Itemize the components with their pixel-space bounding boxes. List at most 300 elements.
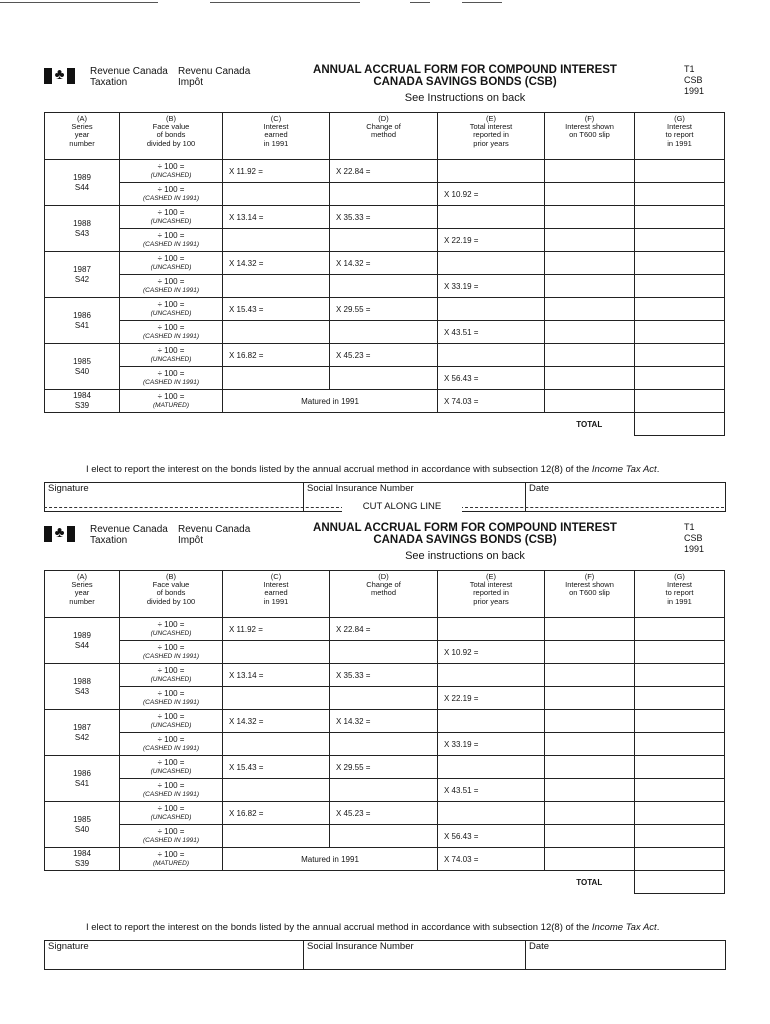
face-value-cashed-cell[interactable] <box>120 687 223 710</box>
interest-to-report-cell[interactable] <box>635 321 725 344</box>
prior-years-cell[interactable]: X 33.19 = <box>438 733 545 756</box>
interest-earned-cell[interactable] <box>223 229 330 252</box>
interest-to-report-cell[interactable] <box>635 160 725 183</box>
prior-years-cell[interactable]: X 22.19 = <box>438 687 545 710</box>
series-year-cell <box>45 344 120 390</box>
column-letter: (B) <box>166 114 176 123</box>
interest-to-report-cell[interactable] <box>635 275 725 298</box>
column-header-line: earned <box>264 588 288 598</box>
matured-note-cell: Matured in 1991 <box>223 390 438 413</box>
t600-interest-cell[interactable] <box>545 618 635 641</box>
scan-edge-line <box>410 2 430 3</box>
interest-to-report-cell[interactable] <box>635 206 725 229</box>
change-of-method-cell[interactable] <box>330 641 438 664</box>
change-of-method-cell[interactable] <box>330 367 438 390</box>
change-of-method-cell[interactable]: X 35.33 = <box>330 664 438 687</box>
series-year-cell <box>45 664 120 710</box>
prior-years-cell[interactable]: X 22.19 = <box>438 229 545 252</box>
divide-label: ÷ 100 = <box>157 277 185 286</box>
face-value-cashed-cell[interactable] <box>120 779 223 802</box>
column-header-line: in 1991 <box>263 138 289 148</box>
prior-years-cell[interactable] <box>438 802 545 825</box>
change-of-method-cell[interactable]: X 45.23 = <box>330 344 438 367</box>
table-row <box>45 733 725 756</box>
face-value-uncashed-cell[interactable] <box>120 664 223 687</box>
t600-interest-cell[interactable] <box>545 733 635 756</box>
cut-along-line <box>44 500 724 514</box>
table-row <box>45 779 725 802</box>
total-value-cell[interactable] <box>635 413 725 436</box>
table-row <box>45 252 725 275</box>
scan-edge-line <box>210 2 360 3</box>
t600-interest-cell[interactable] <box>545 848 635 871</box>
face-value-uncashed-cell[interactable] <box>120 160 223 183</box>
series-year: 1987 <box>73 722 91 732</box>
face-value-uncashed-cell[interactable] <box>120 298 223 321</box>
interest-to-report-cell[interactable] <box>635 641 725 664</box>
interest-earned-cell[interactable] <box>223 321 330 344</box>
table-row <box>45 344 725 367</box>
face-value-cashed-cell[interactable] <box>120 641 223 664</box>
cashed-label: (CASHED IN 1991) <box>143 195 199 202</box>
series-number: S42 <box>74 274 90 284</box>
t600-interest-cell[interactable] <box>545 779 635 802</box>
face-value-uncashed-cell[interactable] <box>120 206 223 229</box>
t600-interest-cell[interactable] <box>545 344 635 367</box>
column-header-line: prior years <box>473 138 509 148</box>
table-row <box>45 825 725 848</box>
interest-to-report-cell[interactable] <box>635 825 725 848</box>
t600-interest-cell[interactable] <box>545 160 635 183</box>
column-header-line: Interest shown <box>565 580 614 590</box>
divide-label: ÷ 100 = <box>157 689 185 698</box>
uncashed-label: (UNCASHED) <box>150 630 192 637</box>
column-header-line: year <box>74 130 90 140</box>
t600-interest-cell[interactable] <box>545 183 635 206</box>
canada-flag-icon: ♣ <box>44 68 75 84</box>
column-header <box>330 113 438 160</box>
divide-label: ÷ 100 = <box>157 620 185 629</box>
interest-earned-cell[interactable] <box>223 687 330 710</box>
table-row <box>45 848 725 871</box>
t600-interest-cell[interactable] <box>545 367 635 390</box>
interest-to-report-cell[interactable] <box>635 390 725 413</box>
face-value-uncashed-cell[interactable] <box>120 756 223 779</box>
table-row <box>45 321 725 344</box>
prior-years-cell[interactable] <box>438 206 545 229</box>
series-year-cell <box>45 252 120 298</box>
total-row <box>45 871 725 894</box>
interest-to-report-cell[interactable] <box>635 733 725 756</box>
interest-to-report-cell[interactable] <box>635 252 725 275</box>
interest-to-report-cell[interactable] <box>635 756 725 779</box>
change-of-method-cell[interactable] <box>330 275 438 298</box>
table-row <box>45 664 725 687</box>
interest-to-report-cell[interactable] <box>635 367 725 390</box>
divide-label: ÷ 100 = <box>157 208 185 217</box>
t600-interest-cell[interactable] <box>545 641 635 664</box>
face-value-cashed-cell[interactable] <box>120 367 223 390</box>
divide-label: ÷ 100 = <box>157 758 185 767</box>
series-year-cell <box>45 848 120 871</box>
column-header <box>545 113 635 160</box>
signature-field[interactable]: Signature <box>48 483 89 494</box>
column-header-line: divided by 100 <box>146 596 196 606</box>
uncashed-label: (UNCASHED) <box>150 310 192 317</box>
column-header-line: Change of <box>366 580 401 590</box>
cashed-label: (CASHED IN 1991) <box>143 287 199 294</box>
series-year-cell <box>45 160 120 206</box>
column-header-line: number <box>69 138 95 148</box>
uncashed-label: (UNCASHED) <box>150 356 192 363</box>
interest-to-report-cell[interactable] <box>635 802 725 825</box>
table-row <box>45 229 725 252</box>
prior-years-cell[interactable] <box>438 618 545 641</box>
t600-interest-cell[interactable] <box>545 825 635 848</box>
prior-years-cell[interactable] <box>438 710 545 733</box>
interest-to-report-cell[interactable] <box>635 229 725 252</box>
cashed-label: (CASHED IN 1991) <box>143 791 199 798</box>
face-value-uncashed-cell[interactable] <box>120 252 223 275</box>
t600-interest-cell[interactable] <box>545 298 635 321</box>
column-header <box>45 571 120 618</box>
form-code: T1 CSB 1991 <box>684 522 705 554</box>
column-letter: (G) <box>674 114 685 123</box>
column-header <box>45 113 120 160</box>
series-year: 1989 <box>73 630 91 640</box>
interest-earned-cell[interactable] <box>223 825 330 848</box>
t600-interest-cell[interactable] <box>545 275 635 298</box>
table-row <box>45 206 725 229</box>
table-row <box>45 160 725 183</box>
election-statement: I elect to report the interest on the bonds listed by the annual accrual method in accordance with subsection 12(8) of the Income Tax Act. <box>86 464 660 475</box>
interest-earned-cell[interactable]: X 11.92 = <box>223 618 330 641</box>
face-value-uncashed-cell[interactable] <box>120 710 223 733</box>
column-header-line: to report <box>665 130 694 140</box>
column-header-line: Interest <box>263 580 289 590</box>
divide-label: ÷ 100 = <box>157 735 185 744</box>
interest-earned-cell[interactable]: X 11.92 = <box>223 160 330 183</box>
column-header-line: Series <box>71 122 93 132</box>
column-header-line: of bonds <box>156 130 186 140</box>
column-letter: (B) <box>166 572 176 581</box>
form-code: T1 CSB 1991 <box>684 64 705 96</box>
interest-to-report-cell[interactable] <box>635 848 725 871</box>
series-number: S43 <box>74 686 90 696</box>
series-year-cell <box>45 390 120 413</box>
prior-years-cell[interactable] <box>438 160 545 183</box>
divide-label: ÷ 100 = <box>157 162 185 171</box>
series-year: 1988 <box>73 676 91 686</box>
column-header-line: Interest <box>666 580 692 590</box>
column-header-line: in 1991 <box>263 596 289 606</box>
column-header-line: Interest <box>666 122 692 132</box>
face-value-cashed-cell[interactable] <box>120 825 223 848</box>
matured-label: (MATURED) <box>153 402 189 409</box>
interest-to-report-cell[interactable] <box>635 664 725 687</box>
change-of-method-cell[interactable] <box>330 687 438 710</box>
interest-to-report-cell[interactable] <box>635 298 725 321</box>
bond-interest-table <box>44 570 725 894</box>
cashed-label: (CASHED IN 1991) <box>143 241 199 248</box>
prior-years-cell[interactable]: X 56.43 = <box>438 367 545 390</box>
table-row <box>45 390 725 413</box>
divide-label: ÷ 100 = <box>157 300 185 309</box>
interest-earned-cell[interactable] <box>223 641 330 664</box>
column-header-line: earned <box>264 130 288 140</box>
change-of-method-cell[interactable]: X 29.55 = <box>330 756 438 779</box>
series-number: S39 <box>74 401 90 410</box>
t600-interest-cell[interactable] <box>545 802 635 825</box>
department-name-english: Revenue Canada Taxation <box>90 524 168 546</box>
instructions-note: See Instructions on back <box>404 92 526 104</box>
face-value-uncashed-cell[interactable] <box>120 618 223 641</box>
column-letter: (C) <box>270 114 282 123</box>
interest-to-report-cell[interactable] <box>635 779 725 802</box>
interest-to-report-cell[interactable] <box>635 618 725 641</box>
matured-note-cell: Matured in 1991 <box>223 848 438 871</box>
divide-label: ÷ 100 = <box>157 781 185 790</box>
divide-label: ÷ 100 = <box>157 369 185 378</box>
face-value-cashed-cell[interactable] <box>120 183 223 206</box>
prior-years-cell[interactable] <box>438 252 545 275</box>
cut-label: CUT ALONG LINE <box>342 501 462 512</box>
column-header-line: method <box>370 588 397 598</box>
cashed-label: (CASHED IN 1991) <box>143 653 199 660</box>
change-of-method-cell[interactable]: X 29.55 = <box>330 298 438 321</box>
department-name-french: Revenu Canada Impôt <box>178 524 251 546</box>
face-value-cashed-cell[interactable] <box>120 321 223 344</box>
interest-to-report-cell[interactable] <box>635 710 725 733</box>
face-value-cashed-cell[interactable] <box>120 733 223 756</box>
interest-earned-cell[interactable]: X 14.32 = <box>223 252 330 275</box>
series-year: 1985 <box>73 356 91 366</box>
column-header <box>223 113 330 160</box>
interest-earned-cell[interactable] <box>223 183 330 206</box>
change-of-method-cell[interactable] <box>330 733 438 756</box>
department-name-french: Revenu Canada Impôt <box>178 66 251 88</box>
column-header-line: on T600 slip <box>569 130 610 140</box>
series-number: S41 <box>74 778 90 788</box>
sin-field[interactable]: Social Insurance Number <box>303 941 529 969</box>
column-header-line: of bonds <box>156 588 186 598</box>
table-row <box>45 183 725 206</box>
total-label: TOTAL <box>576 877 603 887</box>
series-year-cell <box>45 618 120 664</box>
series-number: S42 <box>74 732 90 742</box>
column-header-line: Interest <box>263 122 289 132</box>
column-header-line: Series <box>71 580 93 590</box>
total-row <box>45 413 725 436</box>
series-year-cell <box>45 756 120 802</box>
prior-years-cell[interactable] <box>438 756 545 779</box>
change-of-method-cell[interactable]: X 22.84 = <box>330 618 438 641</box>
prior-years-cell[interactable]: X 43.51 = <box>438 779 545 802</box>
change-of-method-cell[interactable]: X 14.32 = <box>330 710 438 733</box>
divide-label: ÷ 100 = <box>157 666 185 675</box>
column-letter: (A) <box>77 572 87 581</box>
table-row <box>45 618 725 641</box>
interest-earned-cell[interactable]: X 14.32 = <box>223 710 330 733</box>
column-header <box>545 571 635 618</box>
interest-earned-cell[interactable] <box>223 733 330 756</box>
interest-earned-cell[interactable]: X 15.43 = <box>223 298 330 321</box>
column-header-line: method <box>370 130 397 140</box>
divide-label: ÷ 100 = <box>157 231 185 240</box>
divide-label: ÷ 100 = <box>157 827 185 836</box>
series-year: 1985 <box>73 814 91 824</box>
cashed-label: (CASHED IN 1991) <box>143 745 199 752</box>
series-year-cell <box>45 206 120 252</box>
table-row <box>45 641 725 664</box>
column-header <box>635 571 725 618</box>
column-letter: (F) <box>584 114 595 123</box>
series-number: S40 <box>74 366 90 376</box>
column-header <box>438 571 545 618</box>
prior-years-cell[interactable]: X 10.92 = <box>438 641 545 664</box>
instructions-note: See instructions on back <box>405 550 525 562</box>
face-value-uncashed-cell[interactable] <box>120 344 223 367</box>
column-header <box>438 113 545 160</box>
face-value-cashed-cell[interactable] <box>120 229 223 252</box>
t600-interest-cell[interactable] <box>545 252 635 275</box>
series-year: 1987 <box>73 264 91 274</box>
form-title: ANNUAL ACCRUAL FORM FOR COMPOUND INTEREST CANADA SAVINGS BONDS (CSB) <box>313 522 617 546</box>
cashed-label: (CASHED IN 1991) <box>143 699 199 706</box>
interest-earned-cell[interactable] <box>223 275 330 298</box>
face-value-matured-cell[interactable] <box>120 848 223 871</box>
uncashed-label: (UNCASHED) <box>150 722 192 729</box>
bond-interest-table <box>44 112 725 436</box>
cashed-label: (CASHED IN 1991) <box>143 379 199 386</box>
column-letter: (D) <box>378 114 389 123</box>
signature-field[interactable]: Signature <box>48 941 89 952</box>
column-header-line: Total interest <box>469 580 513 590</box>
t600-interest-cell[interactable] <box>545 321 635 344</box>
interest-earned-cell[interactable]: X 15.43 = <box>223 756 330 779</box>
face-value-matured-cell[interactable] <box>120 390 223 413</box>
divide-label: ÷ 100 = <box>157 323 185 332</box>
sin-field[interactable]: Social Insurance Number <box>303 483 529 511</box>
interest-earned-cell[interactable]: X 16.82 = <box>223 344 330 367</box>
column-header-line: year <box>74 588 90 598</box>
table-row <box>45 298 725 321</box>
change-of-method-cell[interactable]: X 22.84 = <box>330 160 438 183</box>
t600-interest-cell[interactable] <box>545 229 635 252</box>
series-year-cell <box>45 802 120 848</box>
prior-years-cell[interactable]: X 74.03 = <box>438 390 545 413</box>
prior-years-cell[interactable]: X 43.51 = <box>438 321 545 344</box>
change-of-method-cell[interactable]: X 14.32 = <box>330 252 438 275</box>
column-header-line: Interest shown <box>565 122 614 132</box>
t600-interest-cell[interactable] <box>545 390 635 413</box>
column-letter: (C) <box>270 572 282 581</box>
column-header-line: to report <box>665 588 694 598</box>
prior-years-cell[interactable] <box>438 344 545 367</box>
divide-label: ÷ 100 = <box>157 804 185 813</box>
divide-label: ÷ 100 = <box>157 850 185 859</box>
face-value-uncashed-cell[interactable] <box>120 802 223 825</box>
face-value-cashed-cell[interactable] <box>120 275 223 298</box>
column-header <box>635 113 725 160</box>
change-of-method-cell[interactable] <box>330 183 438 206</box>
series-year-cell <box>45 710 120 756</box>
t600-interest-cell[interactable] <box>545 756 635 779</box>
column-header <box>120 113 223 160</box>
t600-interest-cell[interactable] <box>545 206 635 229</box>
t600-interest-cell[interactable] <box>545 664 635 687</box>
divide-label: ÷ 100 = <box>157 712 185 721</box>
interest-earned-cell[interactable] <box>223 367 330 390</box>
prior-years-cell[interactable] <box>438 664 545 687</box>
series-number: S39 <box>74 859 90 868</box>
matured-label: (MATURED) <box>153 860 189 867</box>
date-field[interactable]: Date <box>525 483 725 511</box>
scan-edge-line <box>0 2 158 3</box>
prior-years-cell[interactable]: X 56.43 = <box>438 825 545 848</box>
prior-years-cell[interactable]: X 33.19 = <box>438 275 545 298</box>
t600-interest-cell[interactable] <box>545 687 635 710</box>
table-row <box>45 756 725 779</box>
interest-earned-cell[interactable]: X 13.14 = <box>223 206 330 229</box>
t600-interest-cell[interactable] <box>545 710 635 733</box>
column-header-line: reported in <box>473 130 509 140</box>
divide-label: ÷ 100 = <box>157 392 185 401</box>
table-row <box>45 275 725 298</box>
series-year: 1989 <box>73 172 91 182</box>
prior-years-cell[interactable]: X 74.03 = <box>438 848 545 871</box>
divide-label: ÷ 100 = <box>157 254 185 263</box>
series-number: S44 <box>74 640 90 650</box>
change-of-method-cell[interactable] <box>330 825 438 848</box>
interest-to-report-cell[interactable] <box>635 344 725 367</box>
series-number: S41 <box>74 320 90 330</box>
date-field[interactable]: Date <box>525 941 725 969</box>
divide-label: ÷ 100 = <box>157 643 185 652</box>
total-spacer <box>45 413 545 436</box>
interest-to-report-cell[interactable] <box>635 687 725 710</box>
column-header-line: reported in <box>473 588 509 598</box>
column-header <box>330 571 438 618</box>
change-of-method-cell[interactable]: X 45.23 = <box>330 802 438 825</box>
change-of-method-cell[interactable]: X 35.33 = <box>330 206 438 229</box>
table-row <box>45 687 725 710</box>
interest-earned-cell[interactable]: X 16.82 = <box>223 802 330 825</box>
change-of-method-cell[interactable] <box>330 779 438 802</box>
total-value-cell[interactable] <box>635 871 725 894</box>
column-header <box>120 571 223 618</box>
column-letter: (A) <box>77 114 87 123</box>
change-of-method-cell[interactable] <box>330 229 438 252</box>
uncashed-label: (UNCASHED) <box>150 768 192 775</box>
series-year: 1988 <box>73 218 91 228</box>
table-row <box>45 802 725 825</box>
column-letter: (E) <box>486 572 496 581</box>
column-letter: (E) <box>486 114 496 123</box>
prior-years-cell[interactable]: X 10.92 = <box>438 183 545 206</box>
prior-years-cell[interactable] <box>438 298 545 321</box>
interest-earned-cell[interactable] <box>223 779 330 802</box>
series-year: 1986 <box>73 768 91 778</box>
column-letter: (F) <box>584 572 595 581</box>
column-header-line: Total interest <box>469 122 513 132</box>
interest-earned-cell[interactable]: X 13.14 = <box>223 664 330 687</box>
column-letter: (G) <box>674 572 685 581</box>
column-header-line: Change of <box>366 122 401 132</box>
interest-to-report-cell[interactable] <box>635 183 725 206</box>
divide-label: ÷ 100 = <box>157 346 185 355</box>
change-of-method-cell[interactable] <box>330 321 438 344</box>
